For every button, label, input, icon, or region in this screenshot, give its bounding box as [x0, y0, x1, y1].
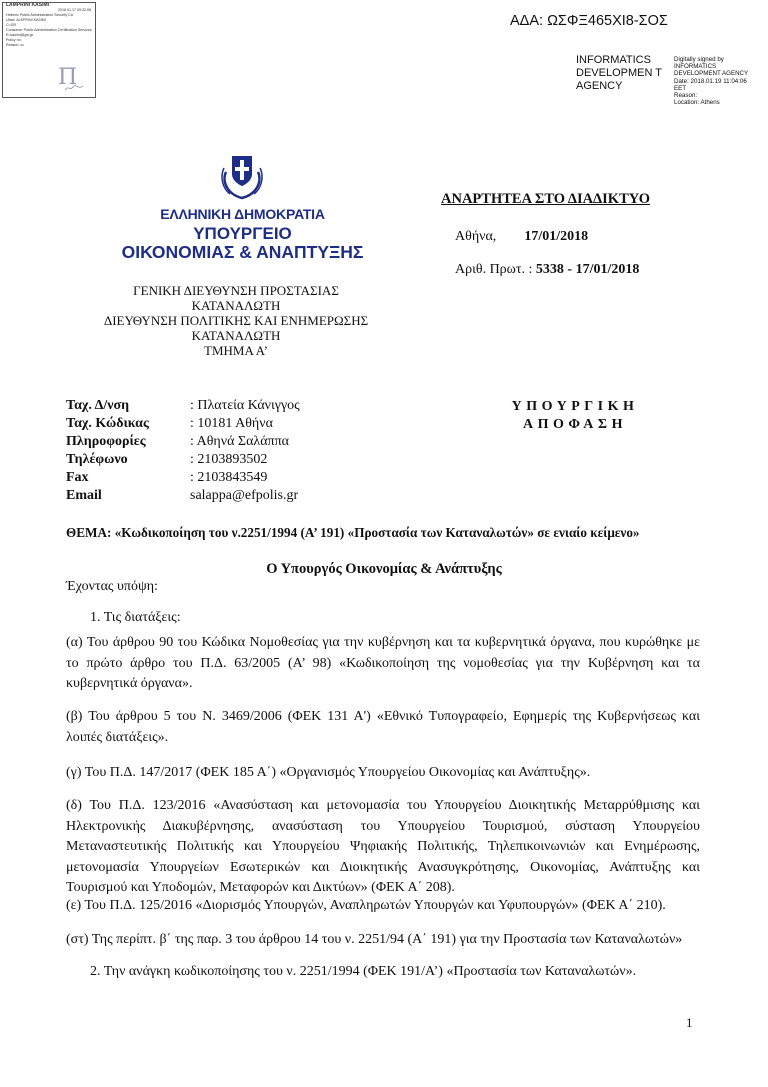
paragraph-a: (α) Του άρθρου 90 του Κώδικα Νομοθεσίας για την κυβέρνηση και τα κυβερνητικά όργανα, που κυρώθηκε με το πρώτο άρθρο του Π.Δ. 63/2005 (Α’ 98) «Κωδικοποίηση της νομοθεσίας για την Κυβέρνηση και τα κυβερνητικά όργανα».: [66, 635, 700, 691]
department-line: ΔΙΕΥΘΥΝΣΗ ΠΟΛΙΤΙΚΗΣ ΚΑΙ ΕΝΗΜΕΡΩΣΗΣ: [103, 313, 369, 328]
agency-signature-line: Location: Athens: [674, 99, 720, 107]
paragraph-st: (στ) Της περίπτ. β΄ της παρ. 3 του άρθρου 14 του ν. 2251/94 (Α΄ 191) για την Προστασία των Καταναλωτών»: [66, 932, 683, 947]
contact-value: : Αθηνά Σαλάππα: [190, 434, 289, 449]
place: Αθήνα,: [455, 229, 497, 244]
minister-heading: Ο Υπουργός Οικονομίας & Ανάπτυξης: [266, 561, 502, 577]
posting-notice: ΑΝΑΡΤΗΤΕΑ ΣΤΟ ΔΙΑΔΙΚΤΥΟ: [441, 191, 650, 207]
paragraph-c: (γ) Του Π.Δ. 147/2017 (ΦΕΚ 185 Α΄) «Οργανισμός Υπουργείου Οικονομίας και Ανάπτυξης».: [66, 765, 591, 780]
agency-name: INFORMATICS DEVELOPMEN T AGENCY: [576, 54, 662, 92]
ministry-line-3: ΟΙΚΟΝΟΜΙΑΣ & ΑΝΑΠΤΥΞΗΣ: [121, 242, 364, 262]
paragraph-b: (β) Του άρθρου 5 του Ν. 3469/2006 (ΦΕΚ 131 Α') «Εθνικό Τυπογραφείο, Εφημερίς της Κυβερνήσεως και λοιπές διατάξεις».: [66, 709, 700, 745]
agency-signature-line: DEVELOPMENT AGENCY: [674, 70, 749, 78]
document-date: 17/01/2018: [524, 229, 589, 244]
contact-row: [66, 415, 300, 433]
place-date: [455, 229, 588, 245]
department-line: ΤΜΗΜΑ Α’: [204, 343, 268, 358]
signature-line: Policy no:: [6, 38, 22, 42]
signer-name: LAMPRINI KASIMI: [6, 2, 50, 8]
signature-line: E=kasimi@gsi.gr: [6, 33, 34, 37]
numbered-item-1: 1. Τις διατάξεις:: [90, 610, 181, 625]
contact-label: Email: [66, 488, 102, 503]
ministry-line-2: ΥΠΟΥΡΓΕΙΟ: [193, 224, 292, 243]
page-number: 1: [686, 1015, 693, 1030]
numbered-item-2: 2. Την ανάγκη κωδικοποίησης του ν. 2251/1994 (ΦΕΚ 191/Α’) «Προστασία των Καταναλωτών».: [90, 964, 637, 979]
contact-row: [66, 469, 300, 487]
contact-value: : 10181 Αθήνα: [190, 416, 273, 431]
department-line: ΚΑΤΑΝΑΛΩΤΗ: [191, 298, 281, 313]
greek-coat-of-arms-icon: [220, 150, 264, 200]
signature-date: 2018.01.17 09:32:08: [58, 8, 91, 12]
subject-line: ΘΕΜΑ: «Κωδικοποίηση του ν.2251/1994 (Α’ 191) «Προστασία των Καταναλωτών» σε ενιαίο κείμενο»: [66, 525, 640, 540]
protocol-number: 5338 - 17/01/2018: [535, 262, 640, 277]
contact-label: Πληροφορίες: [66, 434, 146, 449]
contact-row: [66, 487, 300, 505]
contact-email[interactable]: salappa@efpolis.gr: [190, 488, 299, 503]
signature-line: Hellenic Public Administration Security CA: [6, 13, 74, 17]
paragraph-d: (δ) Του Π.Δ. 123/2016 «Ανασύσταση και μετονομασία του Υπουργείου Διοικητικής Μεταρρύθμισης και Ηλεκτρονικής Διακυβέρνησης, ανασύσταση του Υπουργείου Τουρισμού, σύσταση Υπουργείου Μεταναστευτικής Πολιτικής και Υπουργείου Ψηφιακής Πολιτικής, Τηλεπικοινωνιών και Ενημέρωσης, μετονομασία Υπουργείων Εσωτερικών και Διοικητικής Ανασυγκρότησης, Οικονομίας, Ανάπτυξης και Τουρισμού και Υποδομών, Μεταφορών και Δικτύων» (ΦΕΚ Α΄ 208).: [66, 798, 700, 895]
signature-seal-icon: Π: [58, 65, 78, 90]
contact-value: : Πλατεία Κάνιγγος: [190, 398, 300, 413]
contact-row: [66, 397, 300, 415]
contact-value: : 2103843549: [190, 470, 268, 485]
contact-label: Ταχ. Κώδικας: [66, 416, 149, 431]
ministry-line-1: ΕΛΛΗΝΙΚΗ ΔΗΜΟΚΡΑΤΙΑ: [160, 206, 325, 222]
paragraph-e: (ε) Του Π.Δ. 125/2016 «Διορισμός Υπουργών, Αναπληρωτών Υπουργών και Υφυπουργών» (ΦΕΚ Α΄ 210).: [66, 898, 666, 913]
contact-row: [66, 433, 300, 451]
signature-line: Reason: cc: [6, 43, 24, 47]
department-heading: [66, 283, 406, 358]
signature-line: Ubsd: ALEPRINI KASIMI: [6, 18, 46, 22]
agency-signature-line: EET: [674, 84, 687, 92]
contact-details: [66, 397, 300, 505]
agency-signature-line: Digitally signed by: [674, 56, 724, 63]
agency-digital-signature: [674, 56, 764, 106]
decision-line-2: ΑΠΟΦΑΣΗ: [523, 417, 627, 432]
decision-title: [478, 398, 672, 434]
agency-signature-line: INFORMATICS: [674, 63, 717, 71]
protocol-number-line: [455, 262, 639, 278]
considering-text: Έχοντας υπόψη:: [66, 579, 158, 594]
contact-label: Τηλέφωνο: [66, 452, 128, 467]
signature-line: C=GR: [6, 23, 17, 27]
contact-label: Ταχ. Δ/νση: [66, 398, 130, 413]
signature-line: Consumer Public Administration Certification Services: [6, 28, 92, 32]
department-line: ΓΕΝΙΚΗ ΔΙΕΥΘΥΝΣΗ ΠΡΟΣΤΑΣΙΑΣ: [133, 283, 339, 298]
contact-row: [66, 451, 300, 469]
ministry-logo-text: [121, 205, 364, 262]
protocol-label: Αριθ. Πρωτ. :: [455, 262, 533, 277]
ada-code: ΑΔΑ: ΩΣΦΞ465ΧΙ8-ΣΟΣ: [510, 13, 668, 29]
agency-signature-line: Reason:: [674, 92, 698, 100]
contact-value: : 2103893502: [190, 452, 268, 467]
decision-line-1: ΥΠΟΥΡΓΙΚΗ: [511, 399, 639, 414]
contact-label: Fax: [66, 470, 89, 485]
agency-signature-line: Date: 2018.01.19 11:04:06: [674, 77, 747, 85]
handwritten-signature-icon: [64, 84, 84, 92]
department-line: ΚΑΤΑΝΑΛΩΤΗ: [191, 328, 281, 343]
